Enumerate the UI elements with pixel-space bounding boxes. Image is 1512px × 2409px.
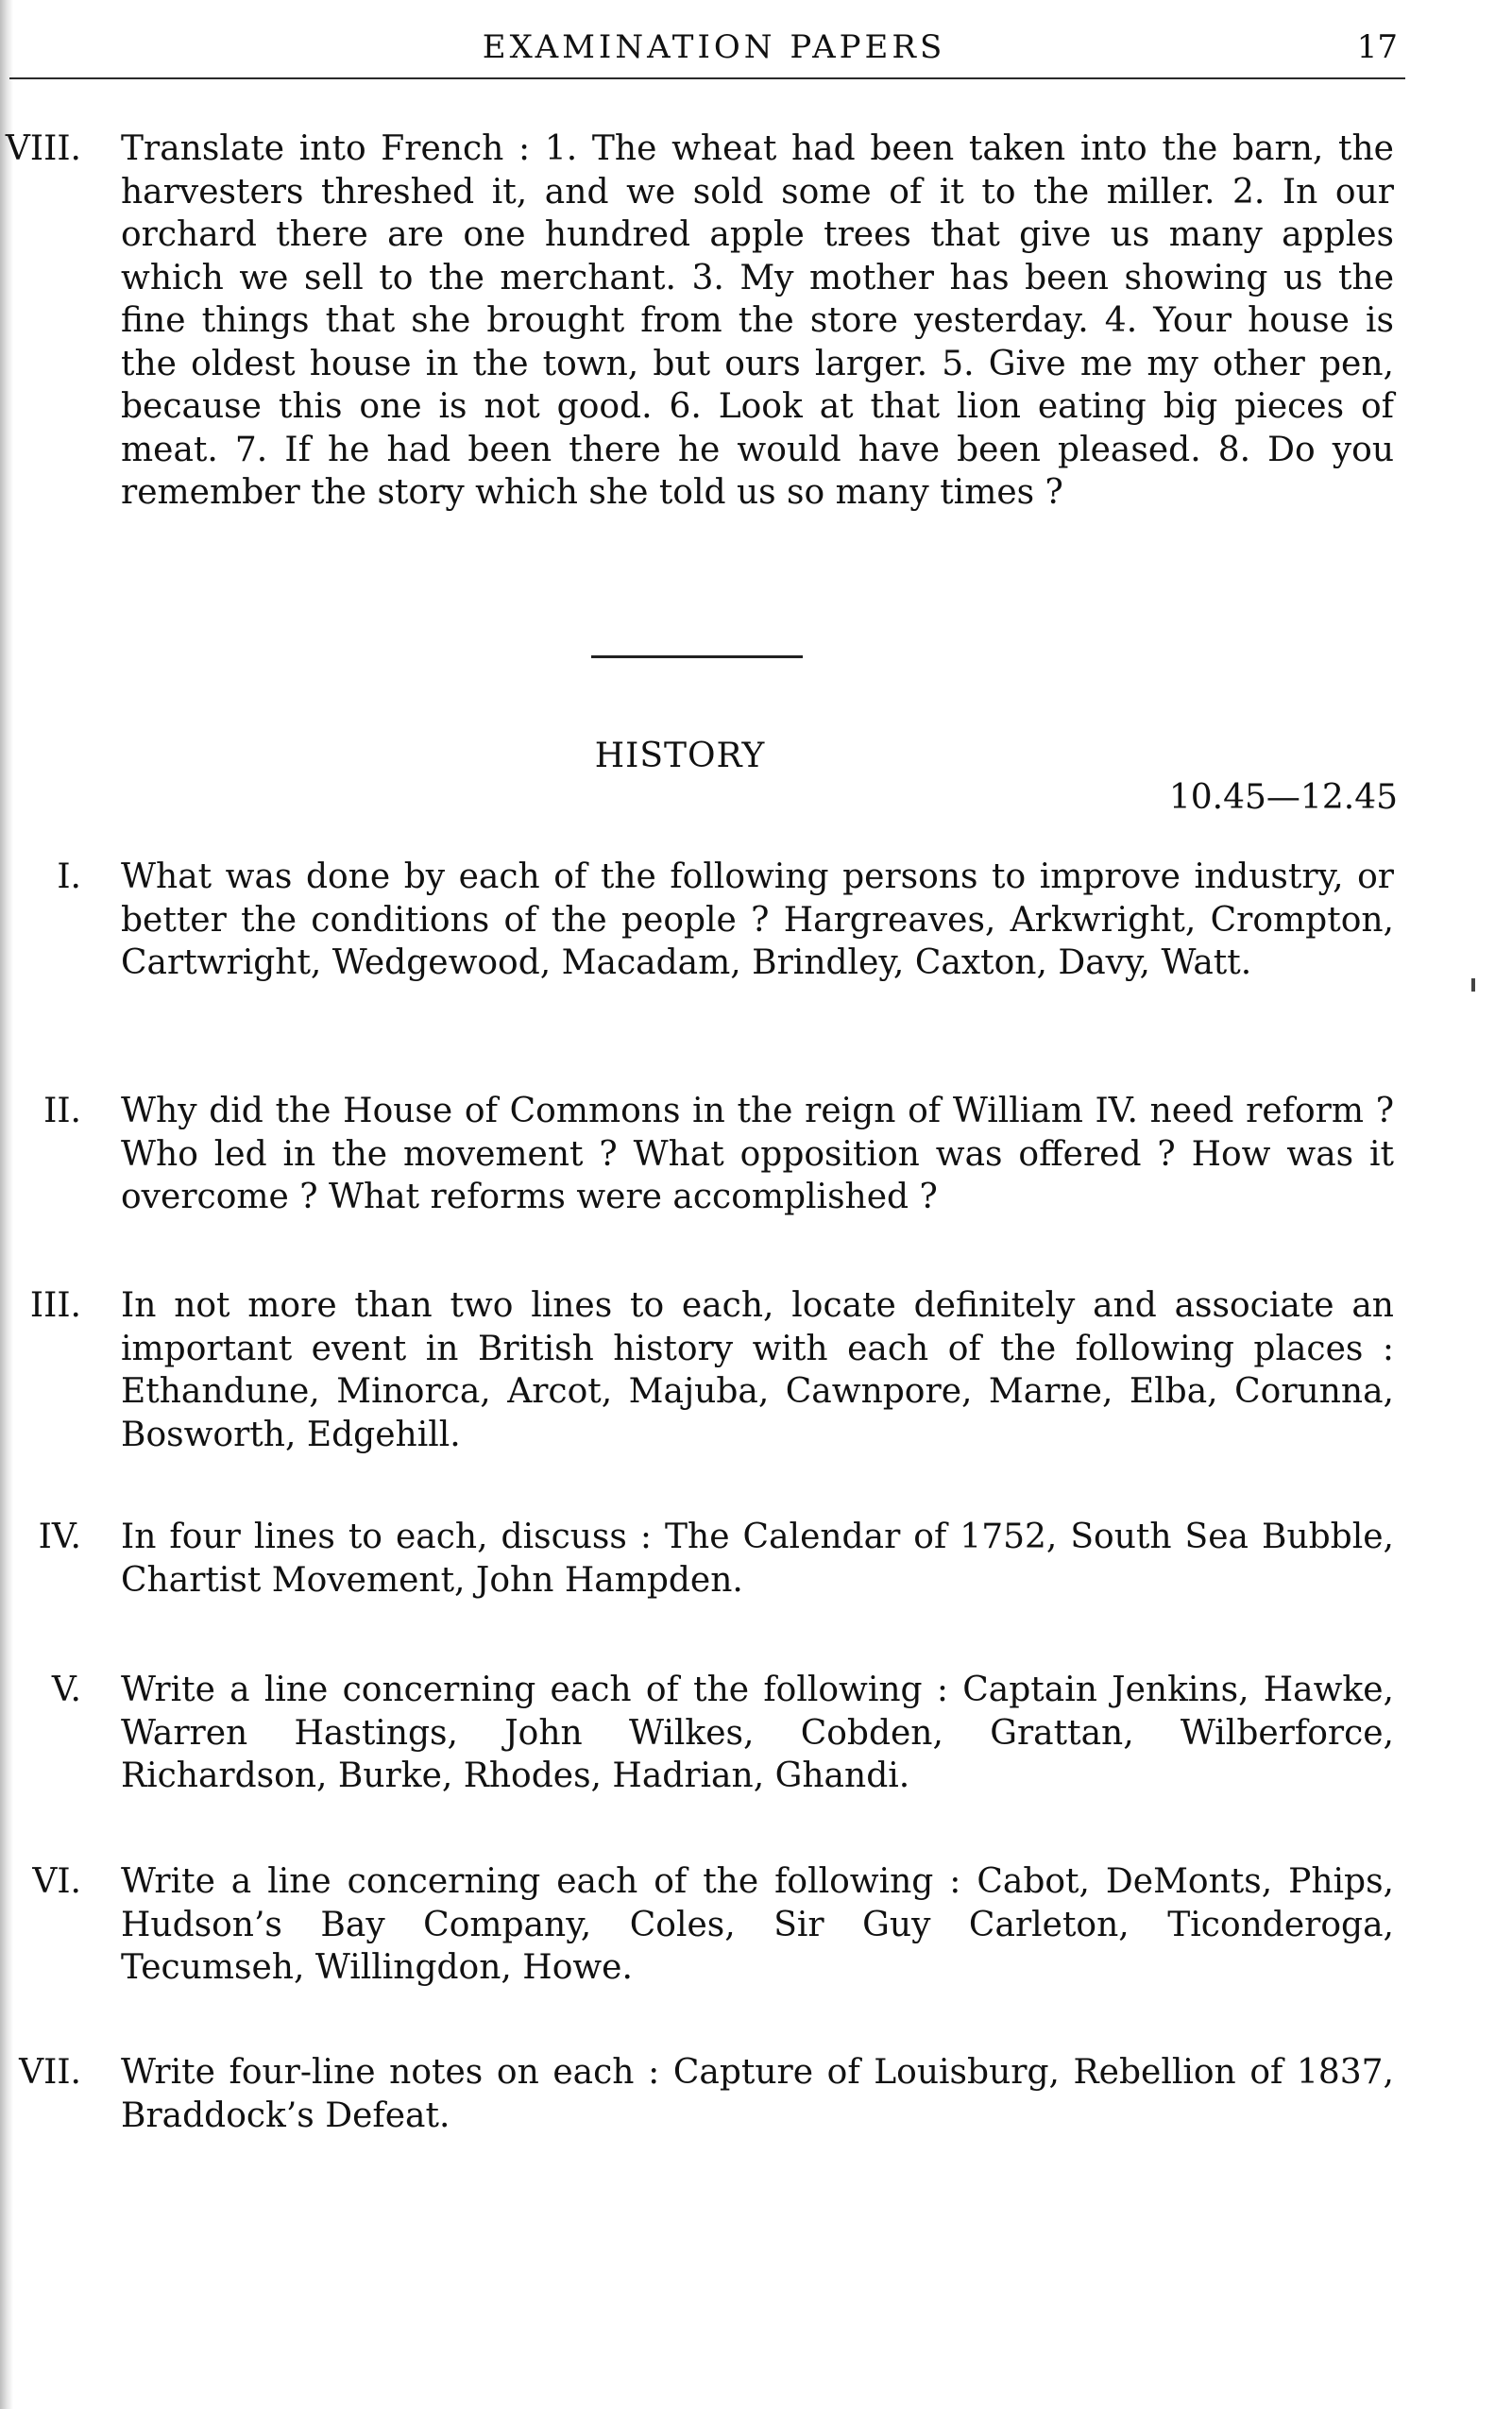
question-text: Translate into French : 1. The wheat had been taken into the barn, the harvesters threshed it, and we sold some of it to the miller. 2. In our orchard there are one hundred apple trees that give us many apples which we sell to the merchant. 3. My mother has been showing us the fine things that she brought from the store yesterday. 4. Your house is the oldest house in the town, but ours larger. 5. Give me my other pen, because this one is not good. 6. Look at that lion eating big pieces of meat. 7. If he had been there he would have been pleased. 8. Do you remember the story which she told us so many times ? [121,129,1394,512]
question-text: In four lines to each, discuss : The Calendar of 1752, South Sea Bubble, Chartist Movement, John Hampden. [121,1518,1394,1600]
question-text: What was done by each of the following persons to improve industry, or better the conditions of the people ? Hargreaves, Arkwright, Crompton, Cartwright, Wedgewood, Macadam, Brindley, Caxton, Davy, Watt. [121,857,1394,982]
question-number: IV. [38,1518,81,1556]
header-rule [9,77,1405,79]
question-number: VIII. [5,129,81,168]
question-text: Why did the House of Commons in the reign of William IV. need reform ? Who led in the movement ? What opposition was offered ? How was it overcome ? What reforms were accomplished ? [121,1092,1394,1216]
question-text: Write four-line notes on each : Capture of Louisburg, Rebellion of 1837, Braddock’s Defeat. [121,2053,1394,2135]
scan-edge-shadow [0,0,13,2409]
running-title: EXAMINATION PAPERS [482,28,946,66]
question-number: V. [51,1671,81,1709]
question-text: Write a line concerning each of the following : Captain Jenkins, Hawke, Warren Hastings, John Wilkes, Cobden, Grattan, Wilberforce, Richardson, Burke, Rhodes, Hadrian, Ghandi. [121,1671,1394,1795]
print-speck [1471,978,1475,992]
running-header [0,21,1512,77]
question-number: VII. [19,2053,81,2092]
question-number: VI. [32,1862,81,1901]
question-number: II. [43,1092,81,1130]
section-divider [591,655,803,658]
page-number: 17 [1356,28,1398,66]
question-number: III. [29,1286,81,1325]
section-time: 10.45—12.45 [1168,778,1398,817]
section-title-history: HISTORY [594,737,766,775]
question-number: I. [57,857,81,896]
question-text: Write a line concerning each of the following : Cabot, DeMonts, Phips, Hudson’s Bay Company, Coles, Sir Guy Carleton, Ticonderoga, Tecumseh, Willingdon, Howe. [121,1862,1394,1987]
question-text: In not more than two lines to each, locate definitely and associate an important event in British history with each of the following places : Ethandune, Minorca, Arcot, Majuba, Cawnpore, Marne, Elba, Corunna, Bosworth, Edgehill. [121,1286,1394,1454]
